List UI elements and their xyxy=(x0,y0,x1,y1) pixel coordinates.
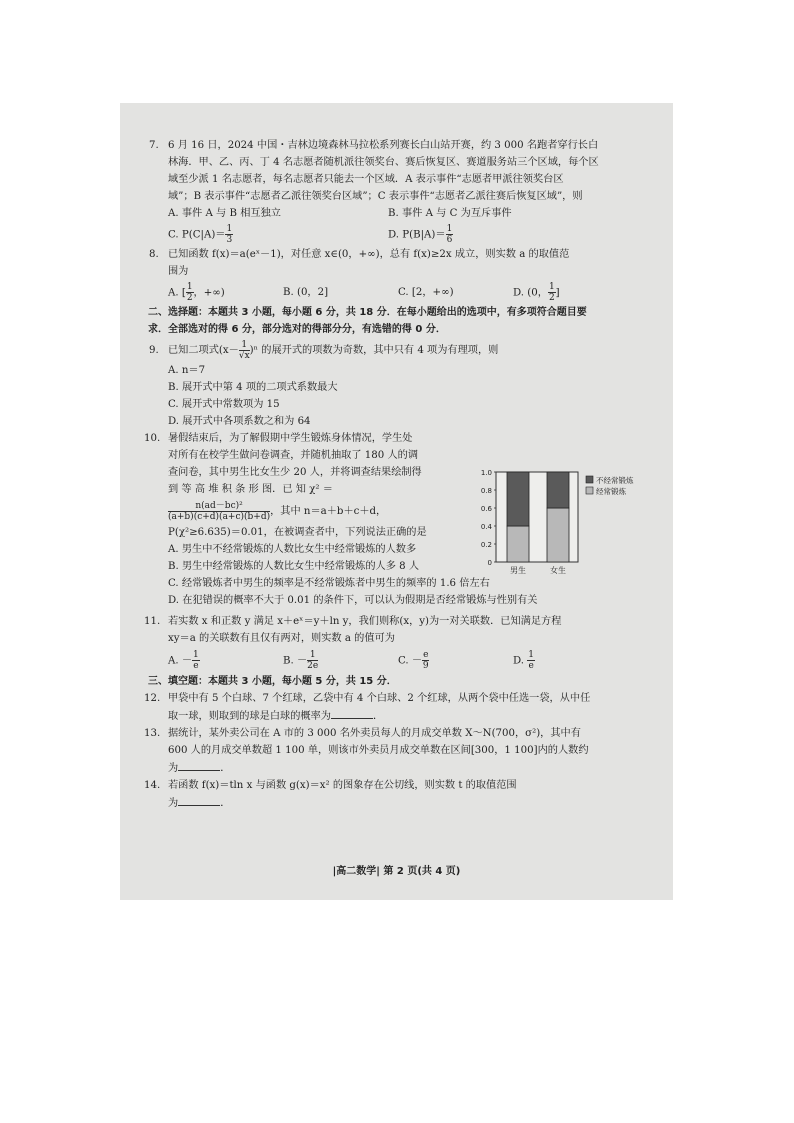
answer-blank xyxy=(331,707,373,719)
options-row xyxy=(168,647,647,673)
y-tick-label: 0.2 xyxy=(480,541,492,549)
y-tick-label: 0.6 xyxy=(480,505,492,513)
x-tick-label: 女生 xyxy=(550,566,566,575)
question-10: 10. 暑假结束后，为了解假期中学生锻炼身体情况，学生处 对所有在校学生做问卷调查，并随机抽取了 180 人的调 查问卷，其中男生比女生少 20 人，并将调查结果绘制得 到 等 高 堆 积 条 形 图．已 知 χ² ＝ $\frac{\text{n(ad－bc)²}}{(a+b)(c+d)(a+c)(b+d)}$ ，其中 n＝a＋b＋c＋d， P(χ²≥6.635)＝0.01，在被调查者中，下列说法正确的是 A. 男生中不经常锻炼的人数比女生中经常锻炼的人数多 B. 男生中经常锻炼的人数比女生中经常锻炼的人多 8 人 C. 经常锻炼者中男生的频率是不经常锻炼者中男生的频率的 1.6 倍左右 D. 在犯错误的概率不大于 0.01 的条件下，可以认为假期是否经常锻炼与性别有关 xyxy=(168,430,647,609)
option-b: B. 男生中经常锻炼的人数比女生中经常锻炼的人多 8 人 xyxy=(168,561,420,572)
option-a: A. n＝7 xyxy=(168,365,206,376)
option-c: C. [2，+∞) xyxy=(398,286,454,298)
question-number: 10. xyxy=(144,433,161,444)
question-number: 14. xyxy=(144,780,161,791)
question-number: 13. xyxy=(144,728,161,739)
question-number: 12. xyxy=(144,693,161,704)
section-3-heading: 三、填空题：本题共 3 小题，每小题 5 分，共 15 分． xyxy=(148,676,397,687)
legend-label: 不经常锻炼 xyxy=(596,476,634,485)
question-9: 9. 已知二项式(x－ $\frac{1}{√x}$ )ⁿ 的展开式的项数为奇数，其中只有 4 项为有理项，则 A. n＝7 B. 展开式中第 4 项的二项式系数最大 C. 展开式中常数项为 15 D. 展开式中各项系数之和为 64 xyxy=(168,338,647,430)
x-tick-label: 男生 xyxy=(510,566,526,575)
fraction: $\frac{1}{6}$ xyxy=(446,223,453,245)
question-number: 7. xyxy=(149,140,159,151)
section-2-heading: 二、选择题：本题共 3 小题，每小题 6 分，共 18 分．在每小题给出的选项中，有多项符合题目要 求．全部选对的得 6 分，部分选对的得部分分，有选错的得 0 分． xyxy=(148,307,587,335)
bar-segment xyxy=(547,472,569,508)
exam-page xyxy=(120,103,673,900)
legend-swatch xyxy=(586,476,593,483)
option-b: B. (0，2] xyxy=(283,286,329,298)
fraction: $\frac{1}{2}$ xyxy=(186,281,193,303)
question-13: 13. 据统计，某外卖公司在 A 市的 3 000 名外卖员每人的月成交单数 X～N(700，σ²)，其中有 600 人的月成交单数超 1 100 单，则该市外卖员月成交单数在区间[300，1 100]内的人数约 为 ． xyxy=(168,725,647,777)
bar-segment xyxy=(547,508,569,562)
y-tick-label: 1.0 xyxy=(480,469,492,477)
fraction: $\frac{1}{e}$ xyxy=(193,649,199,671)
options-row xyxy=(168,205,647,222)
y-tick-label: 0.8 xyxy=(480,487,492,495)
option-d: D. 在犯错误的概率不大于 0.01 的条件下，可以认为假期是否经常锻炼与性别有关 xyxy=(168,595,538,606)
bar-segment xyxy=(507,472,529,526)
question-number: 8. xyxy=(149,249,159,260)
option-a: A. － $\frac{1}{e}$ xyxy=(168,649,199,671)
options-row xyxy=(168,280,647,304)
bar-segment xyxy=(507,526,529,562)
y-tick-label: 0.4 xyxy=(480,523,492,531)
option-c: C. P(C|A)＝ $\frac{1}{3}$ xyxy=(168,223,233,245)
question-12: 12. 甲袋中有 5 个白球、7 个红球，乙袋中有 4 个白球、2 个红球，从两个袋中任选一袋，从中任 取一球，则取到的球是白球的概率为 ． xyxy=(168,690,647,725)
option-d: D. $\frac{1}{e}$ xyxy=(513,649,535,671)
option-b: B. 展开式中第 4 项的二项式系数最大 xyxy=(168,382,338,393)
legend-label: 经常锻炼 xyxy=(596,487,626,496)
question-number: 9. xyxy=(149,344,159,356)
question-11: 11. 若实数 x 和正数 y 满足 x＋eˣ＝y＋ln y，我们则称(x，y)为一对关联数．已知满足方程 xy＝a 的关联数有且仅有两对，则实数 a 的值可为 A. － $\frac{1}{e}$ B. － $\frac{1}{2e}$ C. － $\frac{e}{9}$ D. $\frac{1}{e}$ xyxy=(168,613,647,673)
option-d: D. (0， $\frac{1}{2}$ ] xyxy=(513,281,560,303)
fraction: $\frac{1}{2}$ xyxy=(548,281,555,303)
question-8: 8. 已知函数 f(x)＝a(eˣ－1)，对任意 x∈(0，+∞)，总有 f(x)≥2x 成立，则实数 a 的取值范 围为 A. [ $\frac{1}{2}$ ，+∞) B. (0，2] C. [2，+∞) D. (0， $\frac{1}{2}$ ] xyxy=(168,246,647,304)
page-footer: |高二数学| 第 2 页(共 4 页) xyxy=(332,866,461,877)
question-number: 11. xyxy=(144,616,161,627)
option-a: A. 男生中不经常锻炼的人数比女生中经常锻炼的人数多 xyxy=(168,544,417,555)
option-c: C. 展开式中常数项为 15 xyxy=(168,399,280,410)
option-d: D. P(B|A)＝ $\frac{1}{6}$ xyxy=(388,223,453,245)
fraction: $\frac{1}{3}$ xyxy=(226,223,233,245)
chart-svg xyxy=(476,466,666,576)
fraction: $\frac{1}{e}$ xyxy=(528,649,535,671)
fraction: $\frac{e}{9}$ xyxy=(422,649,429,671)
question-14: 14. 若函数 f(x)＝tln x 与函数 g(x)＝x² 的图象存在公切线，则实数 t 的取值范围 为 ． xyxy=(168,777,647,812)
question-7: 7. 6 月 16 日，2024 中国・吉林边境森林马拉松系列赛长白山站开赛，约 3 000 名跑者穿行长白 林海．甲、乙、丙、丁 4 名志愿者随机派往领奖台、赛后恢复区、赛道服务站三个区域，每个区 域至少派 1 名志愿者，每名志愿者只能去一个区域．A 表示事件“志愿者甲派往领奖台区 域”；B 表示事件“志愿者乙派往领奖台区域”；C 表示事件“志愿者乙派往赛后恢复区域”，则 A. 事件 A 与 B 相互独立 B. 事件 A 与 C 为互斥事件 C. P(C|A)＝ $\frac{1}{3}$ D. P(B|A)＝ $\frac{1}{6}$ xyxy=(168,137,647,246)
stacked-bar-chart xyxy=(476,466,666,576)
legend-swatch xyxy=(586,487,593,494)
answer-blank xyxy=(178,794,220,806)
option-a: A. [ $\frac{1}{2}$ ，+∞) xyxy=(168,281,225,303)
chi-square-formula: $\frac{\text{n(ad－bc)²}}{(a+b)(c+d)(a+c)(b+d)}$ xyxy=(168,500,271,522)
y-tick-label: 0 xyxy=(487,559,492,567)
fraction: $\frac{1}{√x}$ xyxy=(238,339,250,361)
options-row xyxy=(168,222,647,246)
option-b: B. － $\frac{1}{2e}$ xyxy=(283,649,319,671)
answer-blank xyxy=(178,759,220,771)
option-c: C. － $\frac{e}{9}$ xyxy=(398,649,429,671)
option-b: B. 事件 A 与 C 为互斥事件 xyxy=(388,208,512,219)
option-d: D. 展开式中各项系数之和为 64 xyxy=(168,416,311,427)
option-a: A. 事件 A 与 B 相互独立 xyxy=(168,208,281,219)
option-c: C. 经常锻炼者中男生的频率是不经常锻炼者中男生的频率的 1.6 倍左右 xyxy=(168,578,490,589)
fraction: $\frac{1}{2e}$ xyxy=(307,649,319,671)
